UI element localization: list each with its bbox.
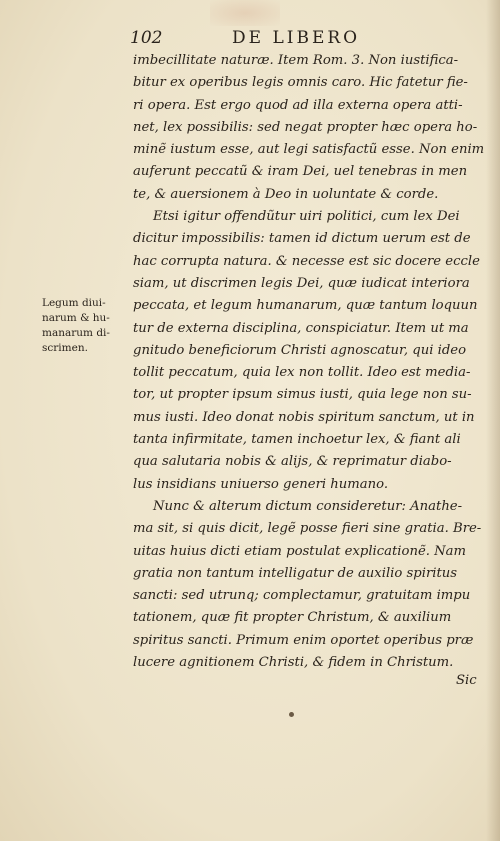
marginal-note (42, 296, 134, 356)
text-line: imbecillitate naturæ. Item Rom. 3. Non iustifica- (133, 53, 459, 68)
text-line: uitas huius dicti etiam postulat explicationẽ. Nam (133, 543, 467, 559)
text-line: gnitudo beneficiorum Christi agnoscatur, qui ideo (133, 342, 467, 358)
text-line: tor, ut propter ipsum simus iusti, quia lege non su- (133, 387, 472, 403)
ink-dot (289, 712, 294, 717)
text-line: mus iusti. Ideo donat nobis spiritum sanctum, ut in (133, 409, 475, 425)
text-line: sancti: sed utrunq; complectamur, gratuitam impu (133, 588, 471, 604)
catchword: Sic (456, 673, 477, 688)
marginal-note-line: narum & hu- (42, 312, 110, 324)
text-line: gratia non tantum intelligatur de auxilio spiritus (133, 565, 458, 581)
text-line: net, lex possibilis: sed negat propter hæc opera ho- (133, 119, 478, 135)
marginal-note-line: Legum diui- (42, 297, 106, 309)
page-header (130, 28, 470, 50)
text-line: bitur ex operibus legis omnis caro. Hic fatetur fie- (133, 75, 468, 91)
text-line: qua salutaria nobis & alijs, & reprimatur diabo- (133, 454, 452, 470)
paragraph-start-line: Etsi igitur offendũtur uiri politici, cum lex Dei (153, 209, 460, 225)
text-line: tationem, quæ fit propter Christum, & auxilium (133, 610, 452, 626)
text-line: tur de externa disciplina, conspiciatur. Item ut ma (133, 320, 469, 336)
text-line: minẽ iustum esse, aut legi satisfactũ esse. Non enim (133, 142, 485, 158)
text-line: ma sit, si quis dicit, legẽ posse fieri sine gratia. Bre- (133, 521, 482, 537)
text-line: peccata, et legum humanarum, quæ tantum loquun (133, 298, 478, 314)
text-line: auferunt peccatũ & iram Dei, uel tenebras in men (133, 164, 468, 180)
text-line: te, & auersionem à Deo in uoluntate & corde. (133, 186, 439, 202)
running-head: DE LIBERO (232, 28, 361, 48)
text-line: ri opera. Est ergo quod ad illa externa opera atti- (133, 97, 463, 113)
text-line: spiritus sancti. Primum enim oportet operibus præ (133, 632, 474, 648)
text-line: tollit peccatum, quia lex non tollit. Ideo est media- (133, 365, 471, 381)
page-edge-shadow (486, 0, 500, 841)
marginal-note-line: manarum di- (42, 327, 110, 339)
text-line: lucere agnitionem Christi, & fidem in Christum. (133, 655, 454, 671)
text-line: siam, ut discrimen legis Dei, quæ iudicat interiora (133, 275, 470, 291)
paragraph-start-line: Nunc & alterum dictum consideretur: Anathe- (153, 498, 463, 514)
text-line: lus insidians uniuerso generi humano. (133, 476, 389, 492)
main-text (133, 50, 483, 674)
text-line: tanta infirmitate, tamen inchoetur lex, & fiant ali (133, 432, 461, 448)
text-line: dicitur impossibilis: tamen id dictum uerum est de (133, 231, 471, 247)
page-number: 102 (130, 28, 163, 48)
paper-stain (210, 0, 280, 26)
marginal-note-line: scrimen. (42, 342, 88, 354)
text-line: hac corrupta natura. & necesse est sic docere eccle (133, 253, 480, 269)
